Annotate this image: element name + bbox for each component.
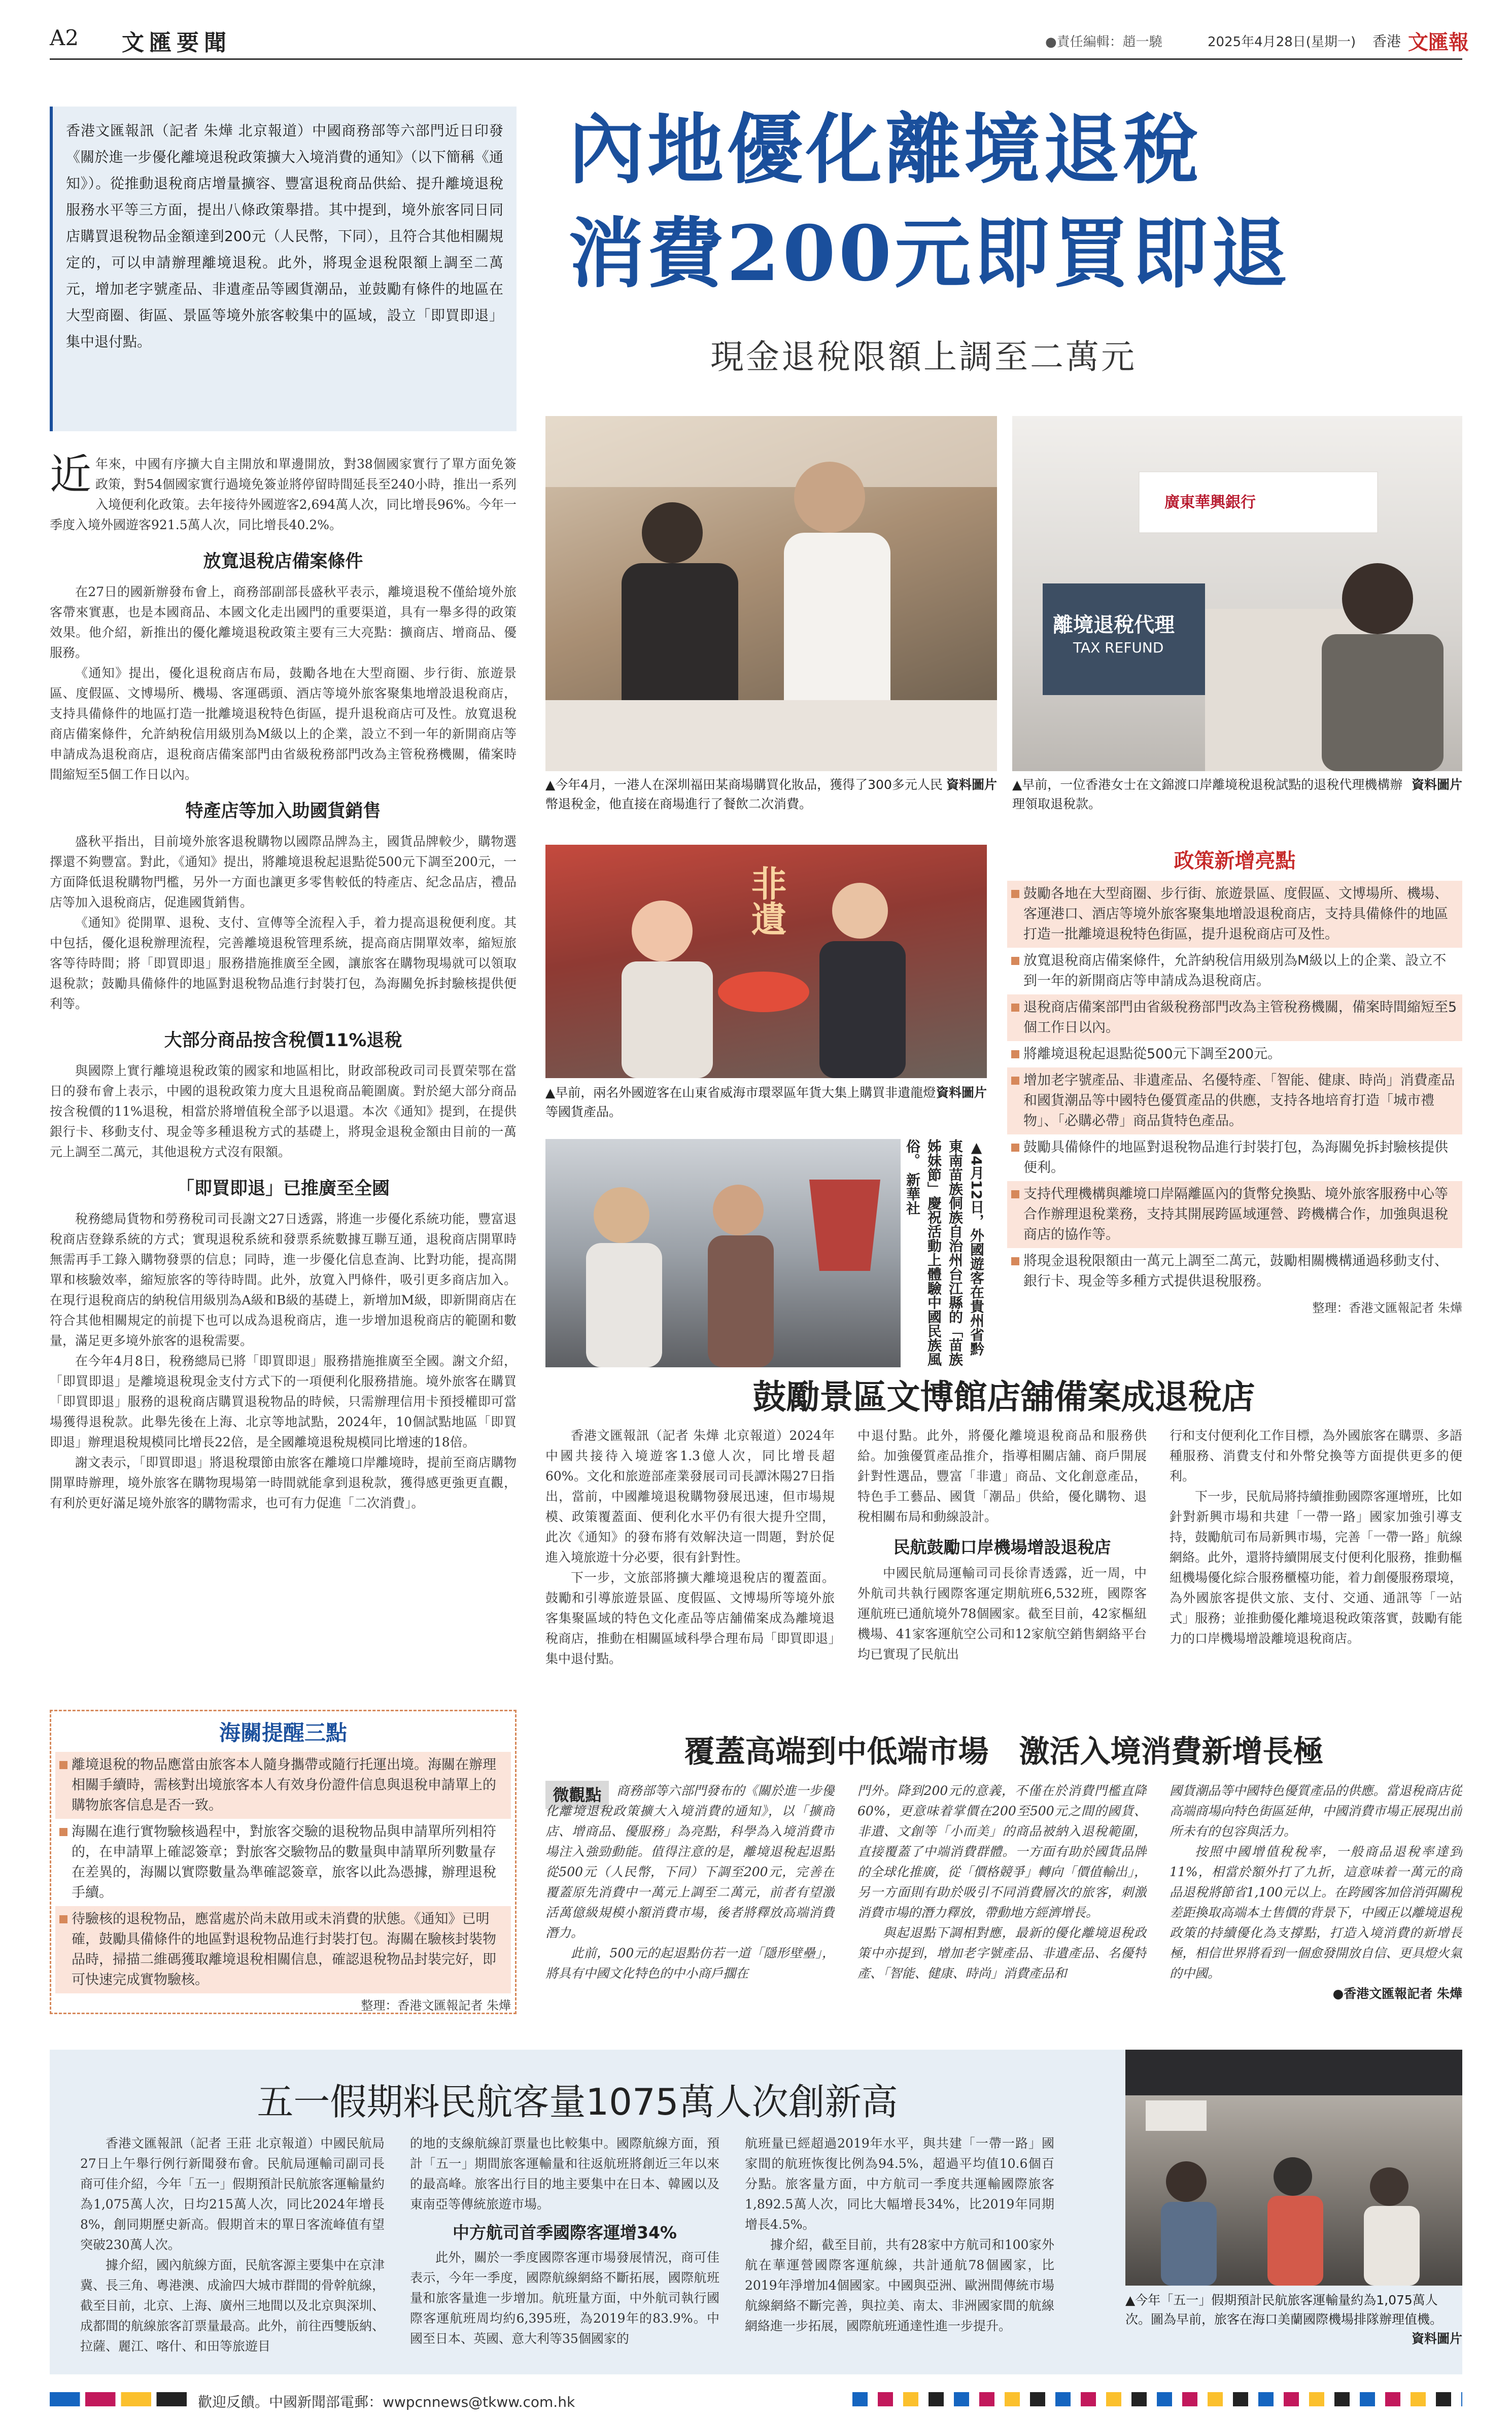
article-paragraph: 謝文表示，「即買即退」將退稅環節由旅客在離境口岸離境時，提前至商店購物開單時辦理，境外旅客在購物現場第一時間就能拿到退稅款，獲得感更強更直觀，有利於更好滿足境外旅客的購物需求，也可有力促進「二次消費」。	[50, 1455, 517, 1510]
shopping-scene-illustration	[545, 416, 997, 771]
commentary-credit: ●香港文匯報記者 朱燁	[1332, 1986, 1462, 2001]
article-paragraph	[50, 454, 517, 535]
heritage-banner: 非遺	[745, 865, 787, 936]
commentary-text: 商務部等六部門發布的《關於進一步優化離境退稅政策擴大入境消費的通知》，以「擴商店、增商品、優服務」為亮點，科學為入境消費市場注入強勁動能。值得注意的是，離境退稅起退點從500元（人民幣，下同）下調至200元，完善在覆蓋原先消費中一萬元上調至二萬元，前者有望激活萬億級規模小額消費市場，後者將釋放高端消費潛力。	[545, 1783, 835, 1940]
reminder-item: 海關在進行實物驗核過程中，對旅客交驗的退稅物品與申請單所列相符的，在申請單上確認簽章；對旅客交驗物品的數量與申請單所列數量存在差異的，海關以實際數量為準確認簽章，旅客以此為憑據，辦理退稅手續。	[55, 1819, 511, 1906]
bank-sign: 廣東華興銀行	[1164, 494, 1256, 511]
commentary-col-1	[545, 1781, 835, 2019]
policy-item: 鼓勵具備條件的地區對退稅物品進行封裝打包，為海關免拆封驗核提供便利。	[1007, 1134, 1462, 1181]
footer-feedback: 歡迎反饋。中國新聞部電郵：wwpcnnews@tkww.com.hk	[198, 2394, 575, 2410]
article-paragraph: 據介紹，截至目前，共有28家中方航司和100家外航在華運營國際客運航線，共計通航78個國家，比2019年淨增加4個國家。中國與亞洲、歐洲間傳統市場航線網絡不斷完善，與拉美、南太、非洲國家間的航線網絡進一步拓展，國際航班通達性進一步提升。	[745, 2237, 1054, 2333]
footer-bar	[0, 2387, 1512, 2412]
policy-item: 增加老字號產品、非遺產品、名優特產、「智能、健康、時尚」消費產品和國貨潮品等中國特色優質產品的供應，支持各地培育打造「城市禮物」、「必購必帶」商品貨特色產品。	[1007, 1067, 1462, 1134]
photo-cosmetics-shopping	[545, 416, 997, 771]
commentary-col-3	[1170, 1781, 1462, 2019]
masthead-rule	[50, 58, 1462, 60]
photo-caption-2	[1012, 775, 1462, 814]
commentary-paragraph: 與起退點下調相對應，最新的優化離境退稅政策中亦提到，增加老字號產品、非遺產品、名優特產、「智能、健康、時尚」消費產品和	[857, 1925, 1147, 1981]
aviation-col-3	[745, 2133, 1054, 2369]
photo-sisters-festival	[545, 1139, 901, 1367]
article-paragraph: 航班量已經超過2019年水平，與共建「一帶一路」國家間的航班恢復比例為94.5%，超過平均值10.6個百分點。旅客量方面，中方航司一季度共運輸國際旅客1,892.5萬人次，同比大幅增長34%，比2019年同期增長4.5%。	[745, 2136, 1054, 2232]
commentary-paragraph	[545, 1781, 835, 1943]
policy-box-title: 政策新增亮點	[1174, 849, 1296, 873]
aviation-col-2	[410, 2133, 719, 2369]
article-paragraph: 《通知》從開單、退稅、支付、宣傳等全流程入手，着力提高退稅便利度。其中包括，優化退稅辦理流程，完善離境退稅管理系統，提高商店開單效率，縮短旅客等待時間；將「即買即退」服務措施推廣至全國，讓旅客在購物現場就可以領取退稅款；鼓勵具備條件的地區對退稅物品進行封裝打包，為海關免拆封驗核提供便利等。	[50, 915, 517, 1011]
photo-source: 資料圖片	[1411, 777, 1462, 792]
article-paragraph: 下一步，民航局將持續推動國際客運增班，比如針對新興市場和共建「一帶一路」國家加強引導支持，鼓勵航司布局新興市場，完善「一帶一路」航線網絡。此外，還將持續開展支付便利化服務，推動樞紐機場優化綜合服務櫃檯功能，着力創優服務環境，為外國旅客提供文旅、支付、交通、通訊等「一站式」服務；並推動優化離境退稅政策落實，鼓勵有能力的口岸機場增設離境退稅商店。	[1170, 1489, 1462, 1646]
article-paragraph: 香港文匯報訊（記者 王莊 北京報道）中國民航局27日上午舉行例行新聞發布會。民航局運輸司副司長商可佳介紹，今年「五一」假期預計民航旅客運輸量約為1,075萬人次，日均215萬人次，同比2024年增長8%，創同期歷史新高。假期首末的單日客流峰值有望突破230萬人次。	[80, 2136, 385, 2252]
aviation-photo-caption	[1125, 2291, 1462, 2349]
main-headline: 內地優化離境退稅	[568, 105, 1202, 194]
aviation-col-1	[80, 2133, 385, 2369]
lead-intro-box	[50, 107, 517, 431]
caption-text: ▲早前，兩名外國遊客在山東省威海市環翠區年貨大集上購買非遺龍燈等國貨產品。	[545, 1085, 936, 1119]
main-headline-2: 消費200元即買即退	[568, 209, 1291, 298]
photo-tax-refund-counter	[1012, 416, 1462, 771]
caption-text: ▲今年4月，一港人在深圳福田某商場購買化妝品，獲得了300多元人民幣退稅金，他直接在商場進行了餐飲二次消費。	[545, 777, 943, 811]
refund-sign-cn: 離境退稅代理	[1053, 613, 1175, 637]
section-title: 文匯要聞	[122, 30, 231, 56]
policy-item: 退稅商店備案部門由省級稅務部門改為主管稅務機關，備案時間縮短至5個工作日以內。	[1007, 994, 1462, 1041]
airport-scene-illustration	[1125, 2050, 1462, 2286]
commentary-paragraph: 國貨潮品等中國特色優質產品的供應。當退稅商店從高端商場向特色街區延伸，中國消費市場正展現出前所未有的包容與活力。	[1170, 1783, 1462, 1839]
photo-lantern-market	[545, 845, 987, 1078]
policy-item: 將離境退稅起退點從500元下調至200元。	[1007, 1041, 1462, 1067]
lead-intro-text: 香港文匯報訊（記者 朱燁 北京報道）中國商務部等六部門近日印發《關於進一步優化離境退稅政策擴大入境消費的通知》（以下簡稱《通知》）。從推動退稅商店增量擴容、豐富退稅商品供給、提升離境退稅服務水平等三方面，提出八條政策舉措。其中提到，境外旅客同日同店購買退稅物品金額達到200元（人民幣，下同），且符合其他相關規定的，可以申請辦理離境退稅。此外，將現金退稅限額上調至二萬元，增加老字號產品、非遺產品等國貨潮品，並鼓勵有條件的地區在大型商圈、街區、景區等境外旅客較集中的區域，設立「即買即退」集中退付點。	[66, 122, 503, 350]
subhead-1: 放寬退稅店備案條件	[203, 551, 363, 572]
article-paragraph: 行和支付便利化工作目標，為外國旅客在購票、多語種服務、消費支付和外幣兌換等方面提供更多的便利。	[1170, 1428, 1462, 1483]
photo-caption-3	[545, 1083, 987, 1122]
issue-date: 2025年4月28日(星期一)	[1208, 34, 1356, 50]
paper-name: 香港	[1372, 33, 1401, 50]
subheadline: 現金退稅限額上調至二萬元	[710, 337, 1137, 376]
article-paragraph: 稅務總局貨物和勞務稅司司長謝文27日透露，將進一步優化系統功能，豐富退稅商店登錄系統的方式；實現退稅系統和發票系統數據互聯互通，退稅商店開單時無需再手工錄入購物發票的信息；同時，進一步優化信息查詢、比對功能，提高開單和核驗效率，縮短旅客的等待時間。此外，放寬入門條件，吸引更多商店加入。在現行退稅商店的納稅信用級別為A級和B級的基礎上，新增加M級，即新開商店在符合其他相關規定的前提下也可以成為退稅商店，進一步增加退稅商店的範圍和數量，滿足更多境外旅客的退稅需要。	[50, 1212, 517, 1348]
page-number: A2	[50, 25, 79, 50]
article-paragraph: 與國際上實行離境退稅政策的國家和地區相比，財政部稅政司司長賈荣鄂在當日的發布會上表示，中國的退稅政策力度大且退稅商品範圍廣。對於絕大部分商品按含稅價的11%退稅，相當於將增值稅全部予以退還。本次《通知》提到，在提供銀行卡、移動支付、現金等多種退稅方式的基礎上，將現金退稅金額由目前的一萬元上調至二萬元，其他退稅方式沒有限額。	[50, 1063, 517, 1159]
policy-item: 放寬退稅商店備案條件，允許納稅信用級別為M級以上的企業、設立不到一年的新開商店等申請成為退稅商店。	[1007, 948, 1462, 994]
caption-text: ▲今年「五一」假期預計民航旅客運輸量約為1,075萬人次。圖為早前，旅客在海口美蘭國際機場排隊辦理值機。	[1125, 2293, 1443, 2327]
dropcap: 近	[50, 454, 92, 499]
commentary-headline: 覆蓋高端到中低端市場 激活入境消費新增長極	[684, 1734, 1324, 1770]
article-paragraph: 的地的支線航線訂票量也比較集中。國際航線方面，預計「五一」期間旅客運輸量和往返航班將創近三年以來的最高峰。旅客出行目的地主要集中在日本、韓國以及東南亞等傳統旅遊市場。	[410, 2136, 719, 2212]
policy-item: 支持代理機構與離境口岸隔離區內的貨幣兌換點、境外旅客服務中心等合作辦理退稅業務，支持其開展跨區域運營、跨機構合作，加強與退稅商店的協作等。	[1007, 1181, 1462, 1248]
caption-text: ▲4月12日，外國遊客在貴州省黔東南苗族侗族自治州台江縣的「苗族姊妹節」慶祝活動上體驗中國民族風俗。	[904, 1139, 985, 1366]
photo-caption-1	[545, 775, 997, 814]
aviation-subhead: 中方航司首季國際客運增34%	[453, 2223, 677, 2242]
policy-item: 鼓勵各地在大型商圈、步行街、旅遊景區、度假區、文博場所、機場、客運港口、酒店等境外旅客聚集地增設退稅商店，支持具備條件的地區打造一批離境退稅特色街區，提升退稅商店可及性。	[1007, 881, 1462, 948]
second-story-col-2	[857, 1426, 1147, 1710]
aviation-section	[50, 2050, 1462, 2374]
reminder-title: 海關提醒三點	[219, 1720, 347, 1745]
policy-list	[1007, 881, 1462, 1295]
photo-source: 新華社	[904, 1172, 921, 1215]
policy-highlights-box	[1007, 845, 1462, 1347]
commentary-col-2	[857, 1781, 1147, 2019]
second-subhead: 民航鼓勵口岸機場增設退稅店	[893, 1537, 1111, 1557]
policy-credit: 整理：香港文匯報記者 朱燁	[1312, 1301, 1462, 1315]
article-paragraph: 中國民航局運輸司司長徐青透露，近一周，中外航司共執行國際客運定期航班6,532班，國際客運航班已通航境外78個國家。截至目前，42家樞紐機場、41家客運航空公司和12家航空銷售網絡平台均已實現了民航出	[857, 1566, 1147, 1662]
editor-credit: ●責任編輯：趙一驍	[1045, 34, 1162, 50]
article-paragraph: 在27日的國新辦發布會上，商務部副部長盛秋平表示，離境退稅不僅給境外旅客帶來實惠，也是本國商品、本國文化走出國門的重要渠道，具有一舉多得的政策效果。他介紹，新推出的優化離境退稅政策主要有三大亮點：擴商店、增商品、優服務。	[50, 584, 517, 660]
photo-source: 資料圖片	[946, 777, 997, 792]
article-paragraph: 在今年4月8日，稅務總局已將「即買即退」服務措施推廣至全國。謝文介紹，「即買即退」是離境退稅現金支付方式下的一項便利化服務措施。境外旅客在購買「即買即退」服務的退稅商店購買退稅物品的時候，只需辦理信用卡預授權即可當場獲得退稅款。此舉先後在上海、北京等地試點，2024年，10個試點地區「即買即退」辦理退稅規模同比增長22倍，是全國離境退稅規模同比增速的18倍。	[50, 1354, 517, 1449]
article-paragraph: 中退付點。此外，將優化離境退稅商品和服務供給。加強優質產品推介，指導相關店舖、商戶開展針對性選品，豐富「非遺」商品、文化創意產品，特色手工藝品、國貨「潮品」供給，優化購物、退稅相關布局和動線設計。	[857, 1428, 1147, 1524]
second-story-col-3	[1170, 1426, 1462, 1710]
caption-text: ▲早前，一位香港女士在文錦渡口岸離境稅退稅試點的退稅代理機構辦理領取退稅款。	[1012, 777, 1403, 811]
reminder-list	[55, 1752, 511, 1993]
second-headline: 鼓勵景區文博館店舖備案成退稅店	[752, 1377, 1255, 1417]
customs-reminder-box	[50, 1710, 517, 2014]
commentary-paragraph: 此前，500元的起退點仿若一道「隱形壁壘」，將具有中國文化特色的中小商戶擱在	[545, 1946, 835, 1981]
photo-source: 資料圖片	[1411, 2331, 1462, 2346]
subhead-4: 「即買即退」已推廣至全國	[176, 1179, 390, 1199]
commentary-tag: 微觀點	[545, 1781, 609, 1809]
subhead-2: 特產店等加入助國貨銷售	[185, 801, 381, 821]
second-story-col-1	[545, 1426, 835, 1710]
photo-source: 資料圖片	[936, 1085, 987, 1100]
article-paragraph: 據介紹，國內航線方面，民航客源主要集中在京津冀、長三角、粵港澳、成渝四大城市群間的骨幹航線，截至目前，北京、上海、廣州三地間以及北京與深圳、成都間的航線旅客訂票量最高。此外，前往西雙版納、拉薩、麗江、喀什、和田等旅遊目	[80, 2258, 385, 2354]
reminder-credit: 整理：香港文匯報記者 朱燁	[361, 1998, 511, 2013]
counter-scene-illustration	[1012, 416, 1462, 771]
commentary-paragraph: 按照中國增值稅稅率，一般商品退稅率達到11%，相當於額外打了九折，這意味着一萬元的商品退稅將節省1,100元以上。在跨國客加倍消弭關稅差距換取高端本土售價的背景下，中國正以離境退稅政策的持續優化為支撐點，打造入境消費的新增長極，相信世界將看到一個愈發開放自信、更具燈火氣的中國。	[1170, 1844, 1462, 1981]
photo-airport-checkin	[1125, 2050, 1462, 2286]
reminder-item: 待驗核的退稅物品，應當處於尚未啟用或未消費的狀態。《通知》已明確，鼓勵具備條件的地區對退稅物品進行封裝打包。海關在驗核封裝物品時，掃描二維碼獲取離境退稅相關信息，確認退稅物品封裝完好，即可快速完成實物驗核。	[55, 1906, 511, 1993]
article-paragraph: 香港文匯報訊（記者 朱燁 北京報道）2024年中國共接待入境遊客1.3億人次，同比增長超60%。文化和旅遊部產業發展司司長譚沐陽27日指出，當前，中國離境退稅購物發展迅速，但市場規模、政策覆蓋面、便利化水平仍有很大提升空間，此次《通知》的發布將有效解決這一問題，對於促進入境旅遊十分必要，很有針對性。	[545, 1428, 835, 1565]
article-paragraph: 《通知》提出，優化退稅商店布局，鼓勵各地在大型商圈、步行街、旅遊景區、度假區、文博場所、機場、客運碼頭、酒店等境外旅客聚集地增設退稅商店，支持具備條件的地區打造一批離境退稅特色街區，提升退稅商店可及性。放寬退稅商店備案條件，允許納稅信用級別為M級以上的企業，設立不到一年的新開商店等申請成為退稅商店，退稅商店備案部門由省級稅務部門改為主管稅務機關，備案時間縮短至5個工作日以內。	[50, 666, 517, 782]
masthead	[0, 0, 1512, 60]
reminder-item: 離境退稅的物品應當由旅客本人隨身攜帶或隨行托運出境。海關在辦理相關手續時，需核對出境旅客本人有效身份證件信息與退稅申請單上的購物旅客信息是否一致。	[55, 1752, 511, 1819]
color-registration-right	[852, 2392, 1462, 2406]
policy-item: 將現金退稅限額由一萬元上調至二萬元，鼓勵相關機構通過移動支付、銀行卡、現金等多種方式提供退稅服務。	[1007, 1248, 1462, 1295]
commentary-paragraph: 門外。降到200元的意義，不僅在於消費門檻直降60%，更意味着掌價在200至500元之間的國貨、非遺、文創等「小而美」的商品被納入退稅範圍，直接覆蓋了中端消費群體。一方面有助於國貨品牌的全球化推廣，從「價格競爭」轉向「價值輸出」，另一方面則有助於吸引不同消費層次的旅客，刺激消費市場的潛力釋放，帶動地方經濟增長。	[857, 1783, 1147, 1920]
main-article	[50, 454, 517, 1672]
subhead-3: 大部分商品按含稅價11%退稅	[164, 1030, 402, 1051]
brand-logo: 文匯報	[1408, 30, 1469, 54]
color-registration-left	[50, 2392, 187, 2406]
festival-scene-illustration	[545, 1139, 901, 1367]
article-paragraph: 下一步，文旅部將擴大離境退稅店的覆蓋面。鼓勵和引導旅遊景區、度假區、文博場所等境外旅客集聚區域的特色文化產品等店舖備案成為離境退稅商店，推動在相關區域科學合理布局「即買即退」集中退付點。	[545, 1570, 835, 1666]
photo-caption-4-vertical	[906, 1139, 987, 1367]
article-intro: 年來，中國有序擴大自主開放和單邊開放，對38個國家實行了單方面免簽政策，對54個國家實行過境免簽並將停留時間延長至240小時，推出一系列入境便利化政策。去年接待外國遊客2,694萬人次，同比增長96%。今年一季度入境外國遊客921.5萬人次，同比增長40.2%。	[50, 457, 517, 532]
aviation-headline: 五一假期料民航客量1075萬人次創新高	[257, 2081, 898, 2123]
article-paragraph: 此外，關於一季度國際客運市場發展情況，商可佳表示，今年一季度，國際航線網絡不斷拓展，國際航班量和旅客量進一步增加。航班量方面，中外航司執行國際客運航班周均約6,395班，為2019年的83.9%。中國至日本、英國、意大利等35個國家的	[410, 2250, 719, 2346]
article-paragraph: 盛秋平指出，目前境外旅客退稅購物以國際品牌為主，國貨品牌較少，購物選擇還不夠豐富。對此，《通知》提出，將離境退稅起退點從500元下調至200元，一方面降低退稅購物門檻，另外一方面也讓更多零售較低的特產店、紀念品店，禮品店等加入退稅商店，促進國貨銷售。	[50, 834, 517, 910]
refund-sign-en: TAX REFUND	[1073, 639, 1164, 656]
